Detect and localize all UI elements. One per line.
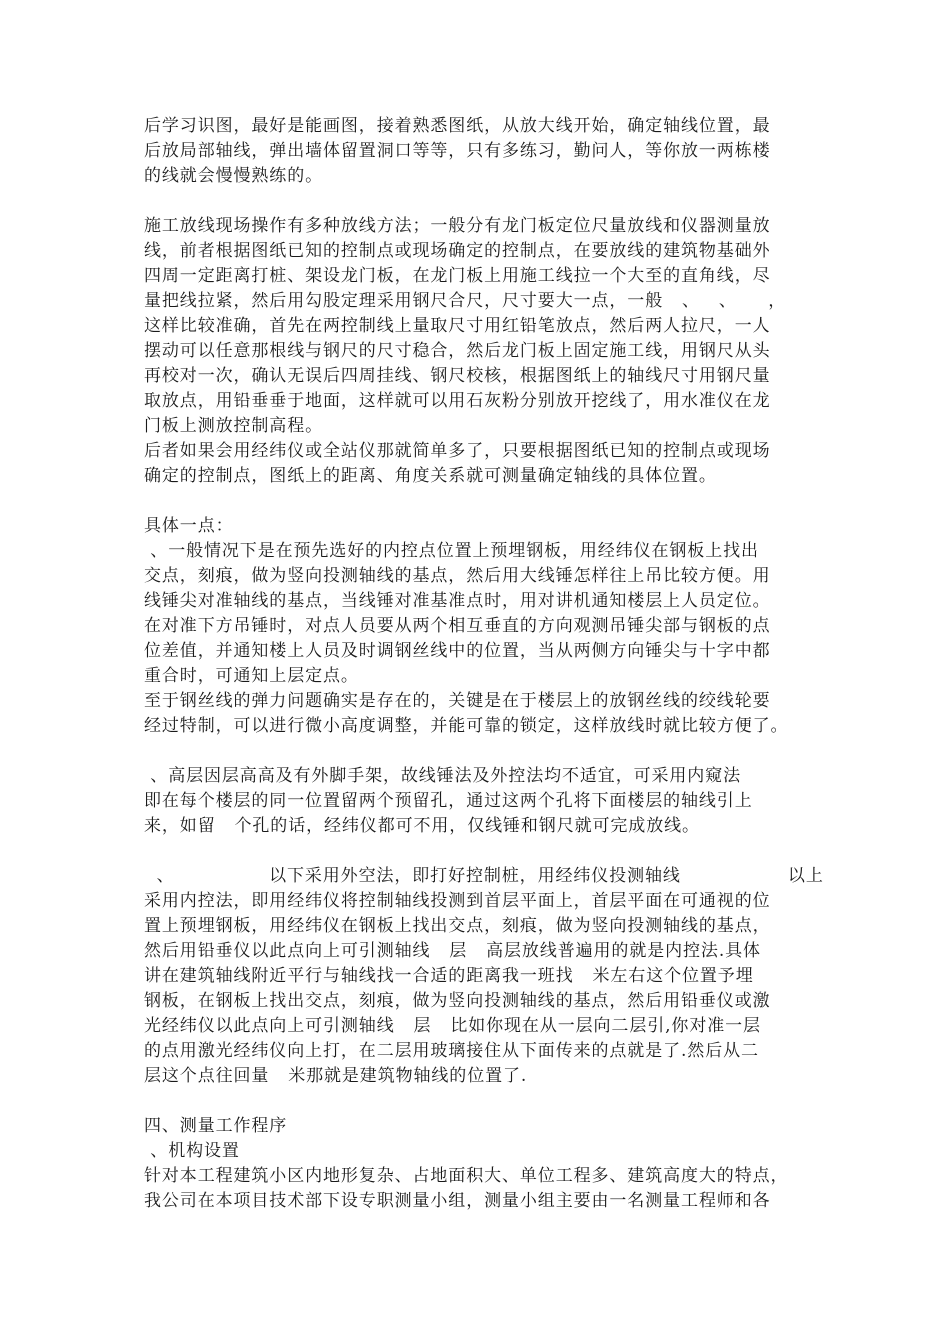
specific-line-2: 交点，刻痕，做为竖向投测轴线的基点，然后用大线锤怎样往上吊比较方便。用 xyxy=(144,566,771,586)
internal-line-7: 光经纬仪以此点向上可引测轴线 层 比如你现在从一层向二层引,你对准一层 xyxy=(144,1016,761,1036)
methods-line-8: 取放点，用铅垂垂于地面，这样就可以用石灰粉分别放开挖线了，用水准仪在龙 xyxy=(144,391,771,411)
methods-line-2: 线，前者根据图纸已知的控制点或现场确定的控制点，在要放线的建筑物基础外 xyxy=(144,241,771,261)
methods-line-10: 后者如果会用经纬仪或全站仪那就简单多了，只要根据图纸已知的控制点或现场 xyxy=(144,441,771,461)
methods-line-9: 门板上测放控制高程。 xyxy=(144,416,323,436)
section-four-subheading: 、机构设置 xyxy=(144,1141,240,1161)
specific-line-5: 位差值，并通知楼上人员及时调钢丝线中的位置，当从两侧方向锤尖与十字中都 xyxy=(144,641,771,661)
highrise-line-3: 来，如留 个孔的话，经纬仪都可不用，仅线锤和钢尺就可完成放线。 xyxy=(144,816,700,836)
section-four-heading: 四、测量工作程序 xyxy=(144,1116,288,1136)
intro-line-2: 后放局部轴线，弹出墙体留置洞口等等，只有多练习，勤问人，等你放一两栋楼 xyxy=(144,141,771,161)
internal-line-1: 、 以下采用外空法，即打好控制桩，用经纬仪投测轴线 以上 xyxy=(144,866,824,886)
methods-line-5: 这样比较准确，首先在两控制线上量取尺寸用红铅笔放点，然后两人拉尺，一人 xyxy=(144,316,771,336)
methods-line-4: 量把线拉紧，然后用勾股定理采用钢尺合尺，尺寸要大一点，一般 、 、 ， xyxy=(144,291,787,311)
internal-line-4: 然后用铅垂仪以此点向上可引测轴线 层 高层放线普遍用的就是内控法.具体 xyxy=(144,941,761,961)
specific-line-3: 线锤尖对准轴线的基点，当线锤对准基准点时，用对讲机通知楼层上人员定位。 xyxy=(144,591,771,611)
specific-line-6: 重合时，可通知上层定点。 xyxy=(144,666,359,686)
section-four-line-2: 我公司在本项目技术部下设专职测量小组，测量小组主要由一名测量工程师和各 xyxy=(144,1191,771,1211)
internal-line-9: 层这个点往回量 米那就是建筑物轴线的位置了. xyxy=(144,1066,528,1086)
specific-line-7: 至于钢丝线的弹力问题确实是存在的，关键是在于楼层上的放钢丝线的绞线轮要 xyxy=(144,691,771,711)
methods-line-7: 再校对一次，确认无误后四周挂线、钢尺校核，根据图纸上的轴线尺寸用钢尺量 xyxy=(144,366,771,386)
specific-heading: 具体一点： xyxy=(144,516,234,536)
internal-line-6: 钢板，在钢板上找出交点，刻痕，做为竖向投测轴线的基点，然后用铅垂仪或激 xyxy=(144,991,771,1011)
intro-line-1: 后学习识图，最好是能画图，接着熟悉图纸，从放大线开始，确定轴线位置，最 xyxy=(144,116,771,136)
internal-line-5: 讲在建筑轴线附近平行与轴线找一合适的距离我一班找 米左右这个位置予埋 xyxy=(144,966,754,986)
highrise-line-1: 、高层因层高高及有外脚手架，故线锤法及外控法均不适宜，可采用内窥法 xyxy=(144,766,742,786)
internal-line-2: 采用内控法，即用经纬仪将控制轴线投测到首层平面上，首层平面在可通视的位 xyxy=(144,891,771,911)
methods-line-6: 摆动可以任意那根线与钢尺的尺寸稳合，然后龙门板上固定施工线，用钢尺从头 xyxy=(144,341,771,361)
internal-line-3: 置上预埋钢板，用经纬仪在钢板上找出交点，刻痕，做为竖向投测轴线的基点， xyxy=(144,916,771,936)
specific-line-4: 在对准下方吊锤时，对点人员要从两个相互垂直的方向观测吊锤尖部与钢板的点 xyxy=(144,616,771,636)
methods-line-3: 四周一定距离打桩、架设龙门板，在龙门板上用施工线拉一个大至的直角线，尽 xyxy=(144,266,771,286)
specific-line-1: 、一般情况下是在预先选好的内控点位置上预埋钢板，用经纬仪在钢板上找出 xyxy=(144,541,759,561)
methods-line-1: 施工放线现场操作有多种放线方法；一般分有龙门板定位尺量放线和仪器测量放 xyxy=(144,216,771,236)
internal-line-8: 的点用激光经纬仪向上打，在二层用玻璃接住从下面传来的点就是了.然后从二 xyxy=(144,1041,759,1061)
intro-line-3: 的线就会慢慢熟练的。 xyxy=(144,166,323,186)
highrise-line-2: 即在每个楼层的同一位置留两个预留孔，通过这两个孔将下面楼层的轴线引上 xyxy=(144,791,753,811)
section-four-line-1: 针对本工程建筑小区内地形复杂、占地面积大、单位工程多、建筑高度大的特点， xyxy=(144,1166,789,1186)
specific-line-8: 经过特制，可以进行微小高度调整，并能可靠的锁定，这样放线时就比较方便了。 xyxy=(144,716,789,736)
methods-line-11: 确定的控制点，图纸上的距离、角度关系就可测量确定轴线的具体位置。 xyxy=(144,466,717,486)
